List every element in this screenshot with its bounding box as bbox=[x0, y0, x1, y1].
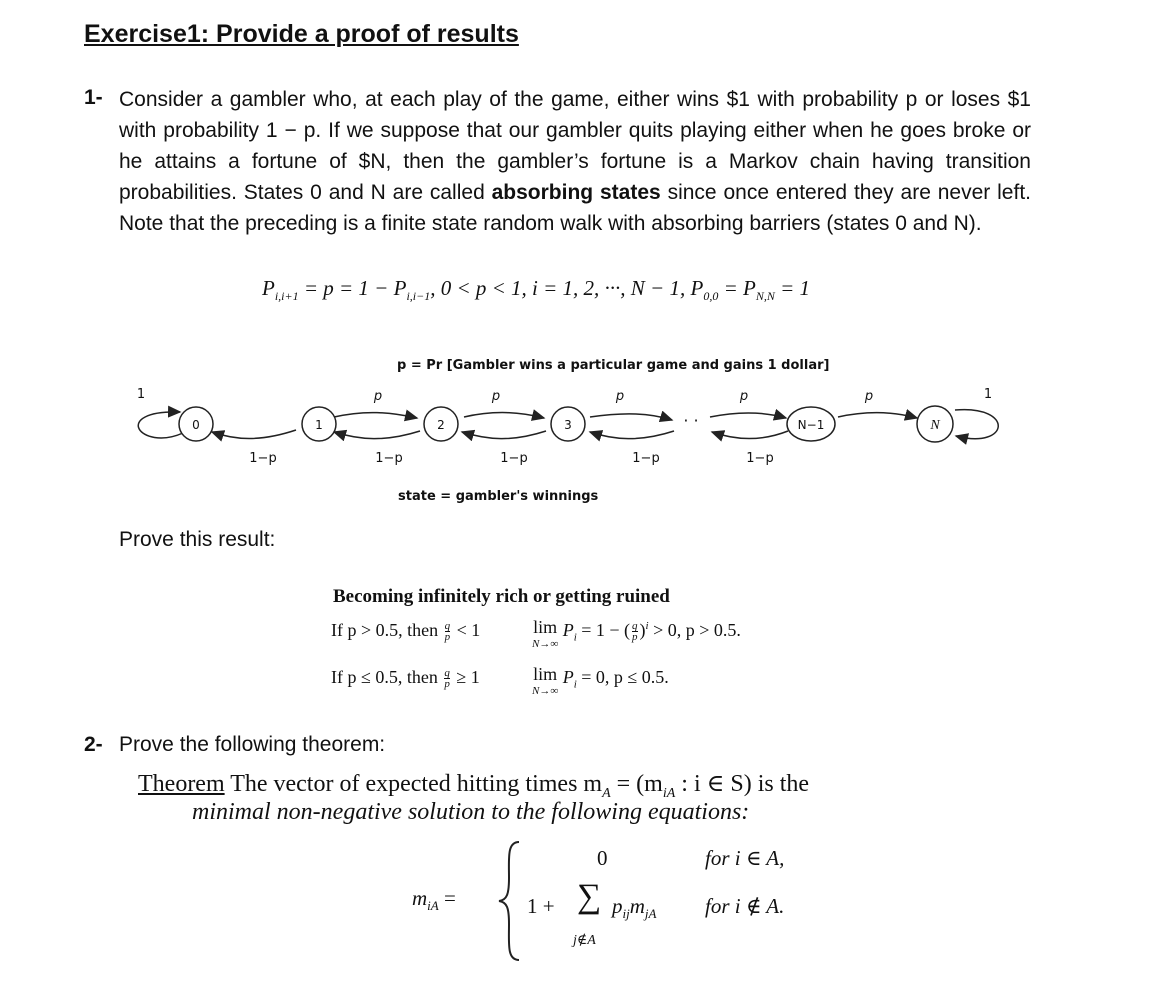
state-label: 2 bbox=[437, 418, 445, 432]
diagram-caption-bottom: state = gambler's winnings bbox=[398, 489, 599, 504]
p-label: p bbox=[373, 389, 383, 404]
edge-q-2-1 bbox=[334, 431, 420, 439]
q-label: 1−p bbox=[632, 451, 660, 466]
theorem-line-1: Theorem The vector of expected hitting times $m_A = (m_{iA}$ : i ∈ S) is the bbox=[138, 771, 810, 801]
paragraph-text-a: Consider a gambler who, at each play of the game, either wins $1 with probability p or loses $1 with probability 1 − p. If we suppose that our gambler quits playing either when he goes broke or he attains a fortune of $N, then the gambler’s fortune is a Markov chain having transition probabilities. States 0 and N are called bbox=[119, 88, 1031, 204]
case-1-condition: for i ∈ A, bbox=[705, 846, 785, 870]
state-label: 1 bbox=[315, 418, 323, 432]
state-label: N−1 bbox=[797, 418, 825, 432]
exercise-title: Exercise1: Provide a proof of results bbox=[84, 20, 519, 48]
p-label: p bbox=[864, 389, 874, 404]
state-label: 0 bbox=[192, 418, 200, 432]
case-2-condition: for i ∉ A. bbox=[705, 894, 785, 918]
p-label: p bbox=[491, 389, 501, 404]
self-loop-0 bbox=[138, 412, 183, 438]
rich-case-2-condition: If p ≤ 0.5, then $\frac{q}{p}$ ≥ 1 bbox=[331, 667, 480, 691]
sum-subscript: j∉A bbox=[573, 933, 596, 948]
p-label: p bbox=[615, 389, 625, 404]
dots-label: · · bbox=[683, 411, 699, 430]
case-1-value: 0 bbox=[597, 846, 608, 870]
rich-case-1-condition: If p > 0.5, then $\frac{q}{p}$ < 1 bbox=[331, 620, 481, 644]
q-label: 1−p bbox=[249, 451, 277, 466]
edge-p-N1-N bbox=[838, 413, 917, 418]
case-2-one: 1 + bbox=[527, 894, 555, 918]
edge-q-N1-dots bbox=[712, 431, 788, 439]
theorem-line-2: minimal non-negative solution to the following equations: bbox=[192, 799, 750, 825]
absorbing-states-term: absorbing states bbox=[491, 181, 661, 204]
self-loop-label: 1 bbox=[983, 387, 993, 402]
self-loop-label: 1 bbox=[136, 387, 146, 402]
prove-label: Prove this result: bbox=[119, 528, 276, 551]
question-1-number: 1- bbox=[84, 86, 103, 109]
edge-q-1-0 bbox=[212, 430, 296, 439]
diagram-caption-top: p = Pr [Gambler wins a particular game and gains 1 dollar] bbox=[397, 358, 830, 373]
edge-q-3-2 bbox=[462, 431, 546, 439]
left-brace bbox=[495, 838, 525, 964]
q-label: 1−p bbox=[375, 451, 403, 466]
state-label: N bbox=[930, 418, 940, 433]
rich-title: Becoming infinitely rich or getting ruined bbox=[333, 586, 670, 607]
edge-p-2-3 bbox=[464, 413, 544, 418]
sum-symbol: ∑ bbox=[577, 878, 602, 915]
edge-p-3-dots bbox=[590, 414, 672, 420]
p-label: p bbox=[739, 389, 749, 404]
rich-case-2-limit: lim N→∞ $P_i = 0$, p ≤ 0.5. bbox=[532, 664, 669, 697]
state-label: 3 bbox=[564, 418, 572, 432]
paragraph-text-b: since once entered they are never left. Note that the preceding is a finite state random walk with absorbing barriers (states 0 and N). bbox=[119, 181, 1031, 235]
q-label: 1−p bbox=[500, 451, 528, 466]
edge-p-1-2 bbox=[334, 413, 417, 418]
edge-q-dots-3 bbox=[590, 431, 674, 439]
edge-p-dots-N1 bbox=[710, 413, 786, 418]
self-loop-N bbox=[955, 410, 998, 439]
q-label: 1−p bbox=[746, 451, 774, 466]
equation-lhs: $m_{iA}$ = bbox=[412, 886, 456, 914]
question-2-intro: Prove the following theorem: bbox=[119, 733, 386, 756]
rich-case-1-limit: lim N→∞ $P_i = 1$ − ( $\frac{q}{p}$ )$^i$ > 0, p > 0.5. bbox=[532, 617, 741, 650]
question-2-number: 2- bbox=[84, 733, 103, 756]
transition-formula: $P_{i,i+1} = p = 1 - P_{i,i-1}$, 0 < p < 1, i = 1, 2, ···, N − 1, $P_{0,0} = P_{N,N} = 1$ bbox=[262, 276, 810, 304]
case-2-term: $p_{ij}m_{jA}$ bbox=[612, 894, 657, 922]
